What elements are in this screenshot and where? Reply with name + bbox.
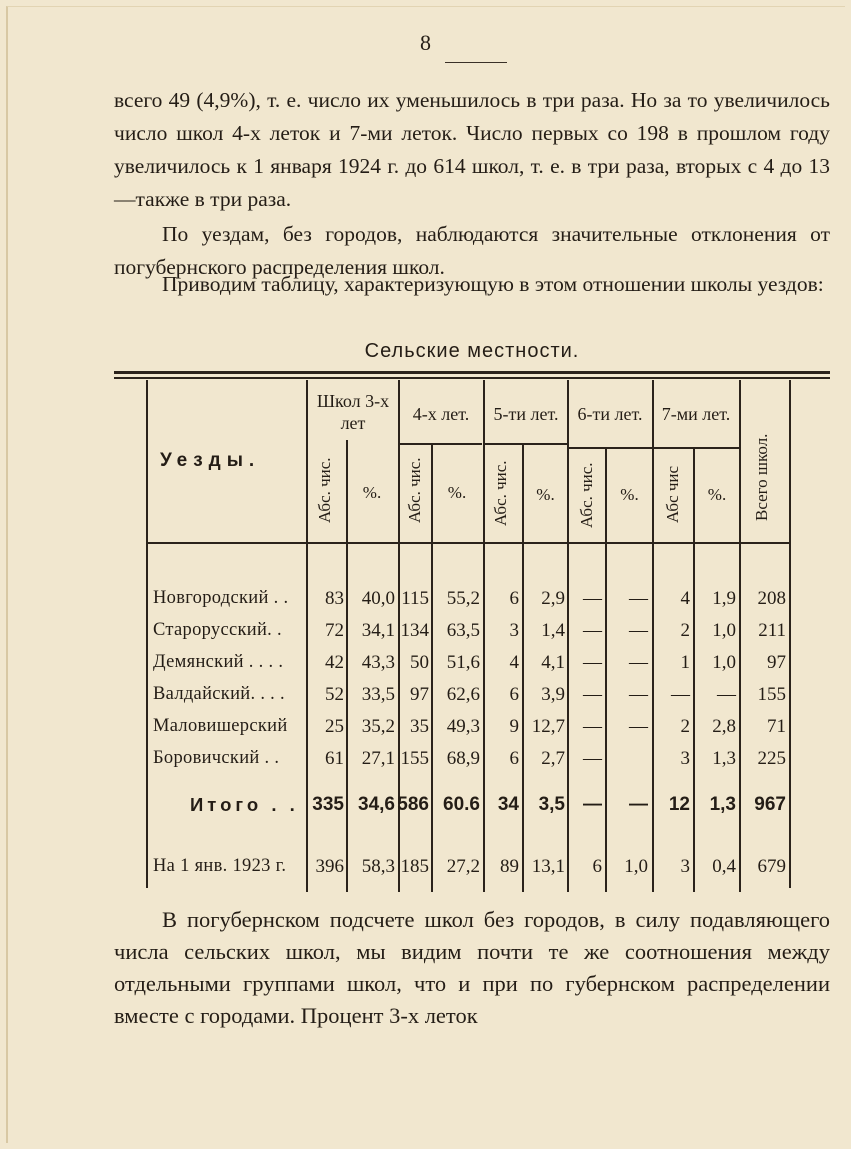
table-cell: 42: [325, 652, 344, 673]
table-cell: 3,5: [538, 794, 565, 815]
header-pct-5: %.: [536, 485, 555, 504]
table-cell: 679: [757, 856, 786, 877]
table-cell: 13,1: [531, 856, 565, 877]
table-cell: 185: [400, 856, 429, 877]
col-line: [605, 448, 607, 892]
header-6-let: 6-ти лет.: [577, 404, 643, 424]
header-abs-7: Абс чис: [663, 465, 682, 523]
table-cell: 49,3: [446, 716, 480, 737]
table-cell: —: [629, 652, 648, 673]
table-cell: 63,5: [446, 620, 480, 641]
table-cell: —: [583, 588, 602, 609]
paragraph-4: [114, 904, 830, 1032]
table-cell: 0,4: [712, 856, 736, 877]
col-line: [693, 448, 695, 892]
table-cell: 134: [400, 620, 429, 641]
table-cell: 50: [410, 652, 429, 673]
table-cell: 2,7: [541, 748, 565, 769]
table-cell: 12: [668, 794, 690, 815]
table-cell: —: [583, 620, 602, 641]
header-3-let: Школ 3-х лет: [316, 391, 390, 433]
row-name: На 1 янв. 1923 г.: [153, 856, 287, 876]
table-cell: 4: [509, 652, 519, 673]
paragraph-2-text: По уездам, без городов, наблюдаются значительные отклонения от погубернского распределения школ.: [114, 222, 830, 279]
table-cell: —: [583, 794, 602, 815]
table-cell: —: [629, 794, 648, 815]
table-cell: 35: [410, 716, 429, 737]
table-cell: 34,6: [358, 794, 395, 815]
table-cell: —: [629, 588, 648, 609]
table-top-rule: [114, 371, 830, 374]
table-cell: 62,6: [446, 684, 480, 705]
col-line: [146, 380, 148, 888]
col-line: [306, 380, 308, 892]
header-pct-7: %.: [707, 485, 727, 504]
table-cell: 35,2: [361, 716, 395, 737]
col-line: [431, 444, 433, 892]
table-cell: 1,3: [709, 794, 736, 815]
row-name: Новгородский . .: [153, 588, 289, 608]
table-cell: —: [629, 716, 648, 737]
col-line: [567, 380, 569, 892]
table-cell: 60.6: [443, 794, 480, 815]
table-cell: 27,1: [361, 748, 395, 769]
table-cell: 208: [757, 588, 786, 609]
table-cell: 2: [680, 716, 690, 737]
header-4-let: 4-х лет.: [412, 404, 470, 424]
table-cell: 1,0: [712, 620, 736, 641]
table-cell: 51,6: [446, 652, 480, 673]
paragraph-3-text: Приводим таблицу, характеризующую в этом отношении школы уездов:: [162, 272, 824, 296]
table-cell: 71: [767, 716, 786, 737]
table-cell: 9: [509, 716, 519, 737]
table-cell: 2: [680, 620, 690, 641]
paragraph-4-text: В погубернском подсчете школ без городов, в силу подавляющего числа сельских школ, мы видим почти те же соотношения между отдельными группами школ, что и при по губернском распределении вместе с городами. Процент 3-х леток: [114, 907, 830, 1028]
table-cell: 89: [500, 856, 519, 877]
col-line: [483, 380, 485, 892]
table-cell: 586: [397, 794, 429, 815]
table-cell: 1,9: [712, 588, 736, 609]
table-cell: 40,0: [361, 588, 395, 609]
header-abs-6: Абс. чис.: [577, 462, 596, 528]
table-cell: 1,0: [624, 856, 648, 877]
table-cell: 3: [680, 748, 690, 769]
header-pct-4: %.: [447, 483, 467, 502]
table-cell: 25: [325, 716, 344, 737]
table-cell: —: [583, 652, 602, 673]
col-line: [652, 380, 654, 892]
table-cell: 6: [509, 588, 519, 609]
table-cell: —: [671, 684, 690, 705]
header-5-let: 5-ти лет.: [493, 404, 559, 424]
table-cell: 225: [757, 748, 786, 769]
table-cell: —: [583, 684, 602, 705]
table-cell: —: [583, 716, 602, 737]
header-abs-4: Абс. чис.: [405, 457, 424, 523]
table-cell: 97: [767, 652, 786, 673]
table-cell: —: [629, 684, 648, 705]
col-line: [346, 440, 348, 892]
header-pct-3: %.: [362, 483, 382, 502]
table-cell: 3,9: [541, 684, 565, 705]
table-cell: 6: [592, 856, 602, 877]
paragraph-3: [114, 268, 830, 301]
table-cell: 1,4: [541, 620, 565, 641]
row-name: Итого . .: [190, 794, 299, 815]
table-cell: 58,3: [361, 856, 395, 877]
subheader-5: [483, 443, 567, 445]
table-cell: 33,5: [361, 684, 395, 705]
header-uezdy: Уезды.: [160, 450, 261, 471]
table-cell: 2,9: [541, 588, 565, 609]
header-pct-6: %.: [620, 485, 639, 504]
col-line: [522, 444, 524, 892]
table-cell: 3: [509, 620, 519, 641]
table-cell: 12,7: [531, 716, 565, 737]
row-name: Старорусский. .: [153, 620, 282, 640]
row-name: Валдайский. . . .: [153, 684, 285, 704]
table-cell: 27,2: [446, 856, 480, 877]
header-7-let: 7-ми лет.: [661, 404, 731, 424]
row-name: Маловишерский: [153, 716, 288, 736]
table-cell: 97: [410, 684, 429, 705]
header-abs-3: Абс. чис.: [315, 457, 334, 523]
table-cell: 967: [754, 794, 786, 815]
subheader-7: [653, 447, 739, 449]
table-cell: —: [717, 684, 736, 705]
table-cell: —: [583, 748, 602, 769]
table-cell: 155: [757, 684, 786, 705]
table-cell: 4: [680, 588, 690, 609]
row-name: Боровичский . .: [153, 748, 280, 768]
page-number-rule: [445, 62, 507, 63]
table-cell: 34,1: [361, 620, 395, 641]
table-cell: 155: [400, 748, 429, 769]
table-cell: 3: [680, 856, 690, 877]
table-cell: 43,3: [361, 652, 395, 673]
table-cell: 68,9: [446, 748, 480, 769]
table-cell: 72: [325, 620, 344, 641]
table-cell: 1,3: [712, 748, 736, 769]
subheader-6: [568, 447, 652, 449]
table-cell: 52: [325, 684, 344, 705]
table-cell: 2,8: [712, 716, 736, 737]
table-cell: 1: [680, 652, 690, 673]
table-cell: 335: [312, 794, 344, 815]
table-cell: 6: [509, 684, 519, 705]
table-cell: 83: [325, 588, 344, 609]
table-cell: 1,0: [712, 652, 736, 673]
table-cell: 115: [401, 588, 429, 609]
table-cell: 34: [497, 794, 519, 815]
paragraph-1: всего 49 (4,9%), т. е. число их уменьшилось в три раза. Но за то увеличилось число школ 4-х леток и 7-ми леток. Число первых со 198 в прошлом году увеличилось к 1 января 1924 г. до 614 школ, т. е. в три раза, вторых с 4 до 13—также в три раза.: [114, 88, 830, 211]
table-cell: 6: [509, 748, 519, 769]
table-cell: 4,1: [541, 652, 565, 673]
table-cell: —: [629, 620, 648, 641]
col-line: [739, 380, 741, 892]
table-cell: 61: [325, 748, 344, 769]
header-abs-5: Абс. чис.: [491, 460, 510, 526]
header-total: Всего школ.: [752, 433, 771, 522]
table-top-rule-2: [114, 377, 830, 379]
col-line: [789, 380, 791, 888]
page-number: 8: [420, 30, 431, 55]
row-name: Демянский . . . .: [153, 652, 284, 672]
table-cell: 55,2: [446, 588, 480, 609]
table-cell: 211: [758, 620, 786, 641]
table-title: Сельские местности.: [364, 340, 580, 362]
table-cell: 396: [315, 856, 344, 877]
